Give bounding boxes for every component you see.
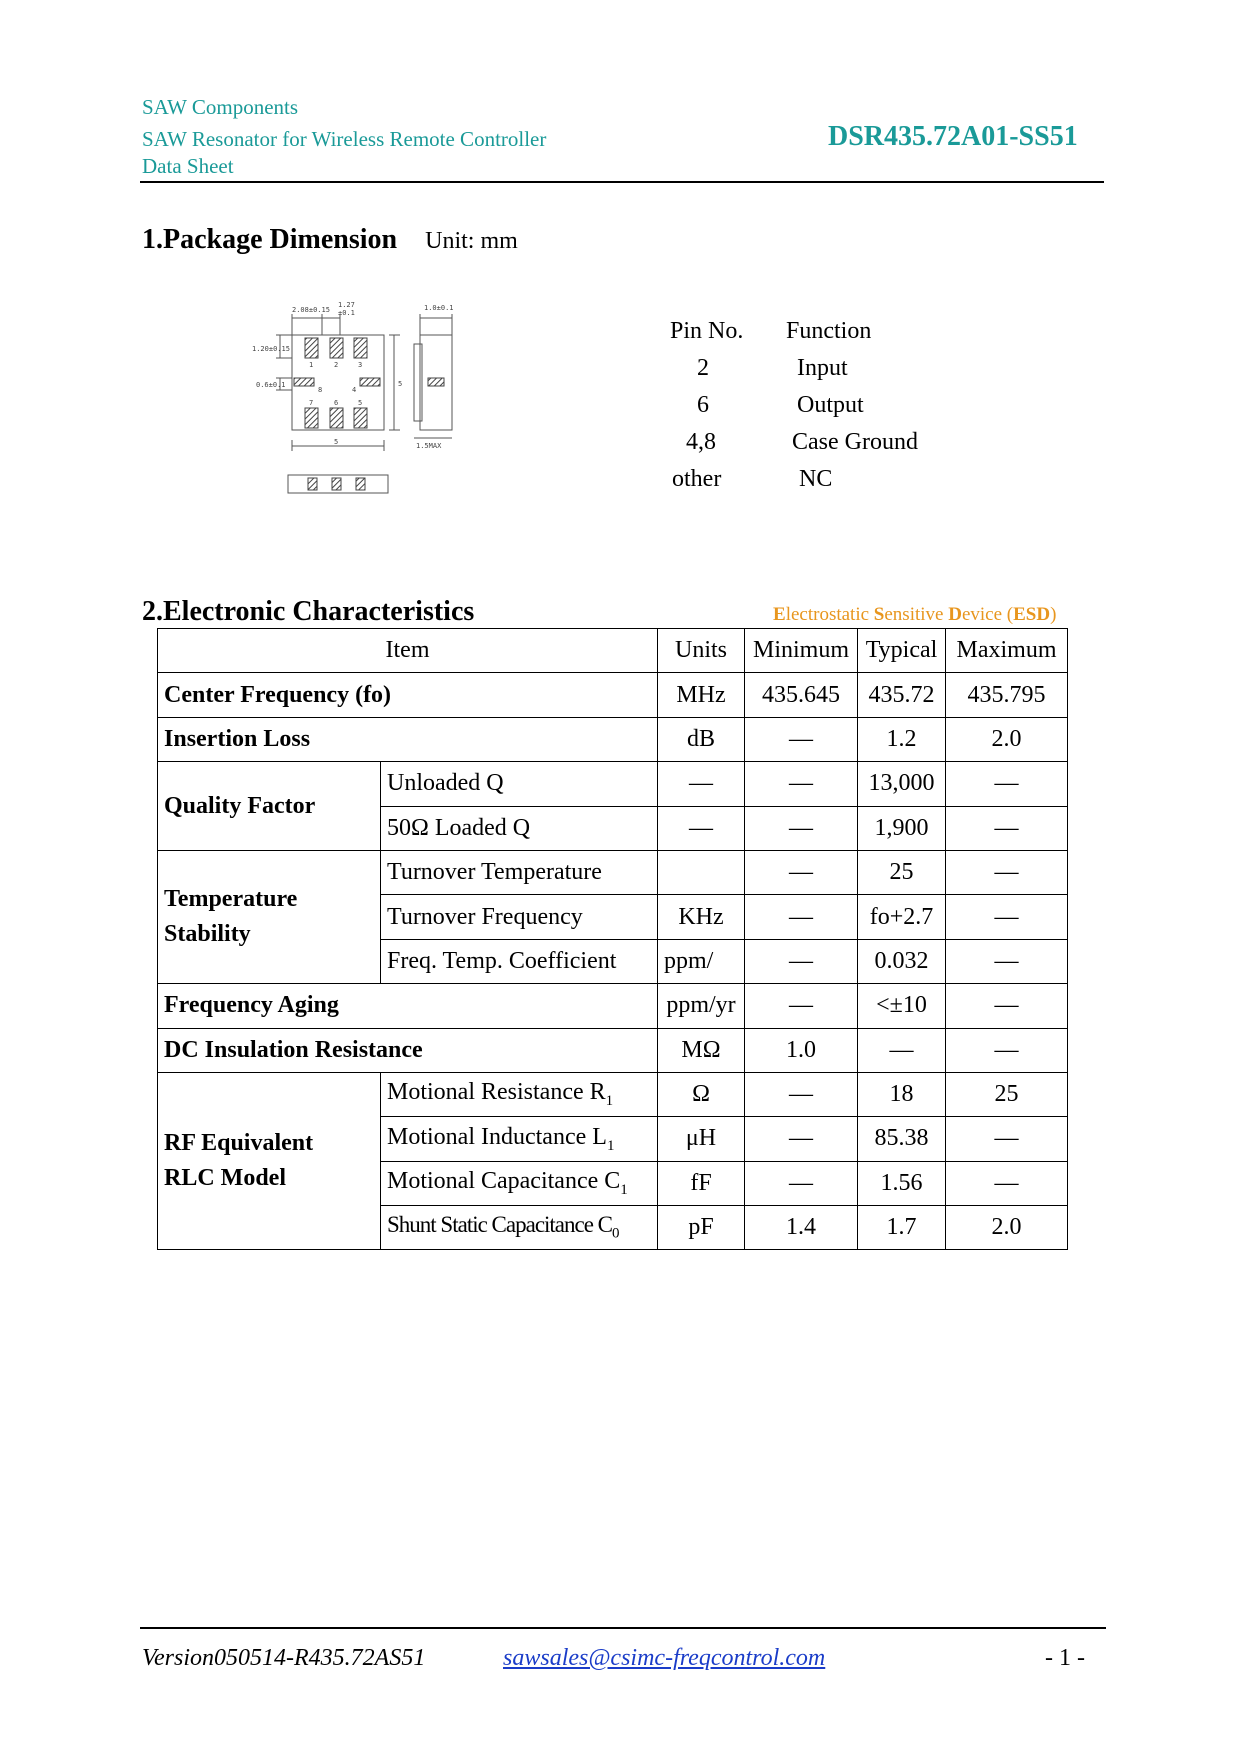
esd-notice	[773, 604, 1056, 626]
c0-label: Shunt Static Capacitance C	[387, 1212, 613, 1238]
pin-other-function: NC	[799, 466, 833, 492]
row-label	[381, 1206, 658, 1250]
cell-typ: 1.2	[858, 717, 946, 761]
r1-subscript: 1	[605, 1093, 614, 1109]
header-doctype: Data Sheet	[142, 154, 234, 178]
pin-6: 6	[697, 392, 709, 418]
cell-units: Ω	[658, 1072, 745, 1116]
l1-subscript: 1	[606, 1137, 615, 1154]
cell-typ: 13,000	[858, 762, 946, 806]
section1-heading: 1.Package Dimension	[142, 224, 398, 255]
pin-label-8: 8	[318, 386, 323, 394]
electronic-characteristics-table	[157, 628, 1068, 1250]
cell-typ: fo+2.7	[858, 895, 946, 939]
cell-min: —	[745, 762, 858, 806]
cell-max: —	[946, 984, 1068, 1028]
pin-header: Pin No.	[670, 318, 744, 344]
table-header-row	[158, 629, 1068, 673]
table-row	[158, 850, 1068, 894]
row-label: Turnover Frequency	[381, 895, 658, 939]
group-label-line1: Temperature	[164, 886, 298, 913]
esd-e: E	[773, 604, 786, 625]
group-label-line2: Stability	[164, 921, 251, 948]
row-label	[381, 1072, 658, 1116]
dim-pad-height: 1.20±0.15	[252, 345, 290, 353]
cell-max: —	[946, 895, 1068, 939]
dim-thickness: 1.0±0.1	[424, 304, 454, 312]
pin-label-4: 4	[352, 386, 357, 394]
cell-max: 2.0	[946, 1206, 1068, 1250]
esd-w1: lectrostatic	[785, 604, 874, 625]
pin-6-function: Output	[797, 392, 864, 418]
header-category: SAW Components	[142, 95, 299, 119]
cell-max: —	[946, 1028, 1068, 1072]
table-row	[158, 673, 1068, 717]
cell-max: 25	[946, 1072, 1068, 1116]
cell-typ: —	[858, 1028, 946, 1072]
cell-units: ppm/	[658, 939, 745, 983]
row-label: Freq. Temp. Coefficient	[381, 939, 658, 983]
esd-w3: evice (	[961, 604, 1014, 625]
cell-max: —	[946, 1117, 1068, 1161]
cell-units: μH	[658, 1117, 745, 1161]
row-label: Unloaded Q	[381, 762, 658, 806]
row-label: DC Insulation Resistance	[158, 1028, 658, 1072]
c0-subscript: 0	[612, 1226, 619, 1243]
table-row	[158, 717, 1068, 761]
cell-typ: 0.032	[858, 939, 946, 983]
package-dimension-drawing	[250, 298, 460, 503]
cell-units: MΩ	[658, 1028, 745, 1072]
esd-d: D	[948, 604, 962, 625]
cell-max: —	[946, 806, 1068, 850]
group-label-line2: RLC Model	[164, 1165, 286, 1192]
cell-max: 435.795	[946, 673, 1068, 717]
cell-min: —	[745, 1161, 858, 1205]
cell-typ: 1.7	[858, 1206, 946, 1250]
table-row	[158, 984, 1068, 1028]
pin-label-2: 2	[334, 361, 339, 369]
cell-max: —	[946, 939, 1068, 983]
pin-label-1: 1	[309, 361, 314, 369]
dim-pitch: 1.27	[338, 301, 355, 309]
esd-abbr: ESD	[1013, 604, 1051, 625]
row-label	[381, 1117, 658, 1161]
pin-4-8: 4,8	[686, 429, 716, 455]
esd-close: )	[1050, 604, 1057, 625]
r1-label: Motional Resistance R	[387, 1079, 606, 1106]
pin-label-3: 3	[358, 361, 363, 369]
row-label: Insertion Loss	[158, 717, 658, 761]
group-label: Quality Factor	[158, 762, 381, 851]
group-label	[158, 1072, 381, 1250]
cell-typ: 85.38	[858, 1117, 946, 1161]
esd-s: S	[873, 604, 885, 625]
cell-min: —	[745, 984, 858, 1028]
document-id: DSR435.72A01-SS51	[828, 121, 1078, 152]
cell-min: 1.0	[745, 1028, 858, 1072]
cell-min: 1.4	[745, 1206, 858, 1250]
footer-email-link[interactable]: sawsales@csimc-freqcontrol.com	[503, 1645, 826, 1671]
row-label: Turnover Temperature	[381, 850, 658, 894]
cell-units: MHz	[658, 673, 745, 717]
table-row	[158, 1072, 1068, 1116]
cell-min: —	[745, 806, 858, 850]
cell-min: 435.645	[745, 673, 858, 717]
footer-version: Version050514-R435.72AS51	[142, 1645, 426, 1671]
esd-w2: ensitive	[884, 604, 949, 625]
cell-typ: 1.56	[858, 1161, 946, 1205]
cell-units: —	[658, 806, 745, 850]
cell-min: —	[745, 895, 858, 939]
cell-min: —	[745, 1072, 858, 1116]
dim-max-height: 1.5MAX	[416, 442, 442, 450]
header-rule	[140, 181, 1104, 183]
cell-typ: <±10	[858, 984, 946, 1028]
cell-typ: 1,900	[858, 806, 946, 850]
row-label: Center Frequency (fo)	[158, 673, 658, 717]
cell-min: —	[745, 717, 858, 761]
cell-min: —	[745, 939, 858, 983]
table-row	[158, 762, 1068, 806]
cell-max: —	[946, 762, 1068, 806]
dim-pitch-tol: ±0.1	[338, 309, 355, 317]
dim-pad-width: 2.08±0.15	[292, 306, 330, 314]
row-label: Frequency Aging	[158, 984, 658, 1028]
dim-body-height: 5	[398, 380, 403, 388]
col-item: Item	[158, 629, 658, 673]
col-minimum: Minimum	[745, 629, 858, 673]
row-label: 50Ω Loaded Q	[381, 806, 658, 850]
pin-label-5: 5	[358, 399, 363, 407]
pin-label-6: 6	[334, 399, 339, 407]
cell-units: pF	[658, 1206, 745, 1250]
cell-max: —	[946, 1161, 1068, 1205]
col-units: Units	[658, 629, 745, 673]
pin-other: other	[672, 466, 722, 492]
cell-typ: 25	[858, 850, 946, 894]
cell-max: —	[946, 850, 1068, 894]
footer-rule	[140, 1627, 1106, 1629]
section1-title	[142, 224, 518, 256]
l1-label: Motional Inductance L	[387, 1123, 607, 1150]
row-label	[381, 1161, 658, 1205]
cell-max: 2.0	[946, 717, 1068, 761]
dim-body-width: 5	[334, 438, 339, 446]
pin-4-8-function: Case Ground	[792, 429, 918, 455]
c1-subscript: 1	[620, 1181, 628, 1198]
group-label-line1: RF Equivalent	[164, 1130, 314, 1157]
cell-typ: 435.72	[858, 673, 946, 717]
group-label	[158, 850, 381, 983]
cell-units: fF	[658, 1161, 745, 1205]
col-maximum: Maximum	[946, 629, 1068, 673]
cell-units: —	[658, 762, 745, 806]
section2-title: 2.Electronic Characteristics	[142, 596, 475, 627]
header-product: SAW Resonator for Wireless Remote Controller	[142, 127, 547, 151]
page-number: - 1 -	[1045, 1645, 1085, 1671]
cell-units: ppm/yr	[658, 984, 745, 1028]
cell-min: —	[745, 850, 858, 894]
table-row	[158, 1028, 1068, 1072]
pin-2: 2	[697, 355, 709, 381]
c1-label: Motional Capacitance C	[387, 1167, 621, 1194]
col-typical: Typical	[858, 629, 946, 673]
cell-units: KHz	[658, 895, 745, 939]
cell-units	[658, 850, 745, 894]
cell-units: dB	[658, 717, 745, 761]
pin-label-7: 7	[309, 399, 314, 407]
cell-min: —	[745, 1117, 858, 1161]
cell-typ: 18	[858, 1072, 946, 1116]
dim-mid-pad: 0.6±0.1	[256, 381, 286, 389]
function-header: Function	[786, 318, 872, 344]
unit-label: Unit: mm	[425, 228, 518, 254]
pin-2-function: Input	[797, 355, 848, 381]
